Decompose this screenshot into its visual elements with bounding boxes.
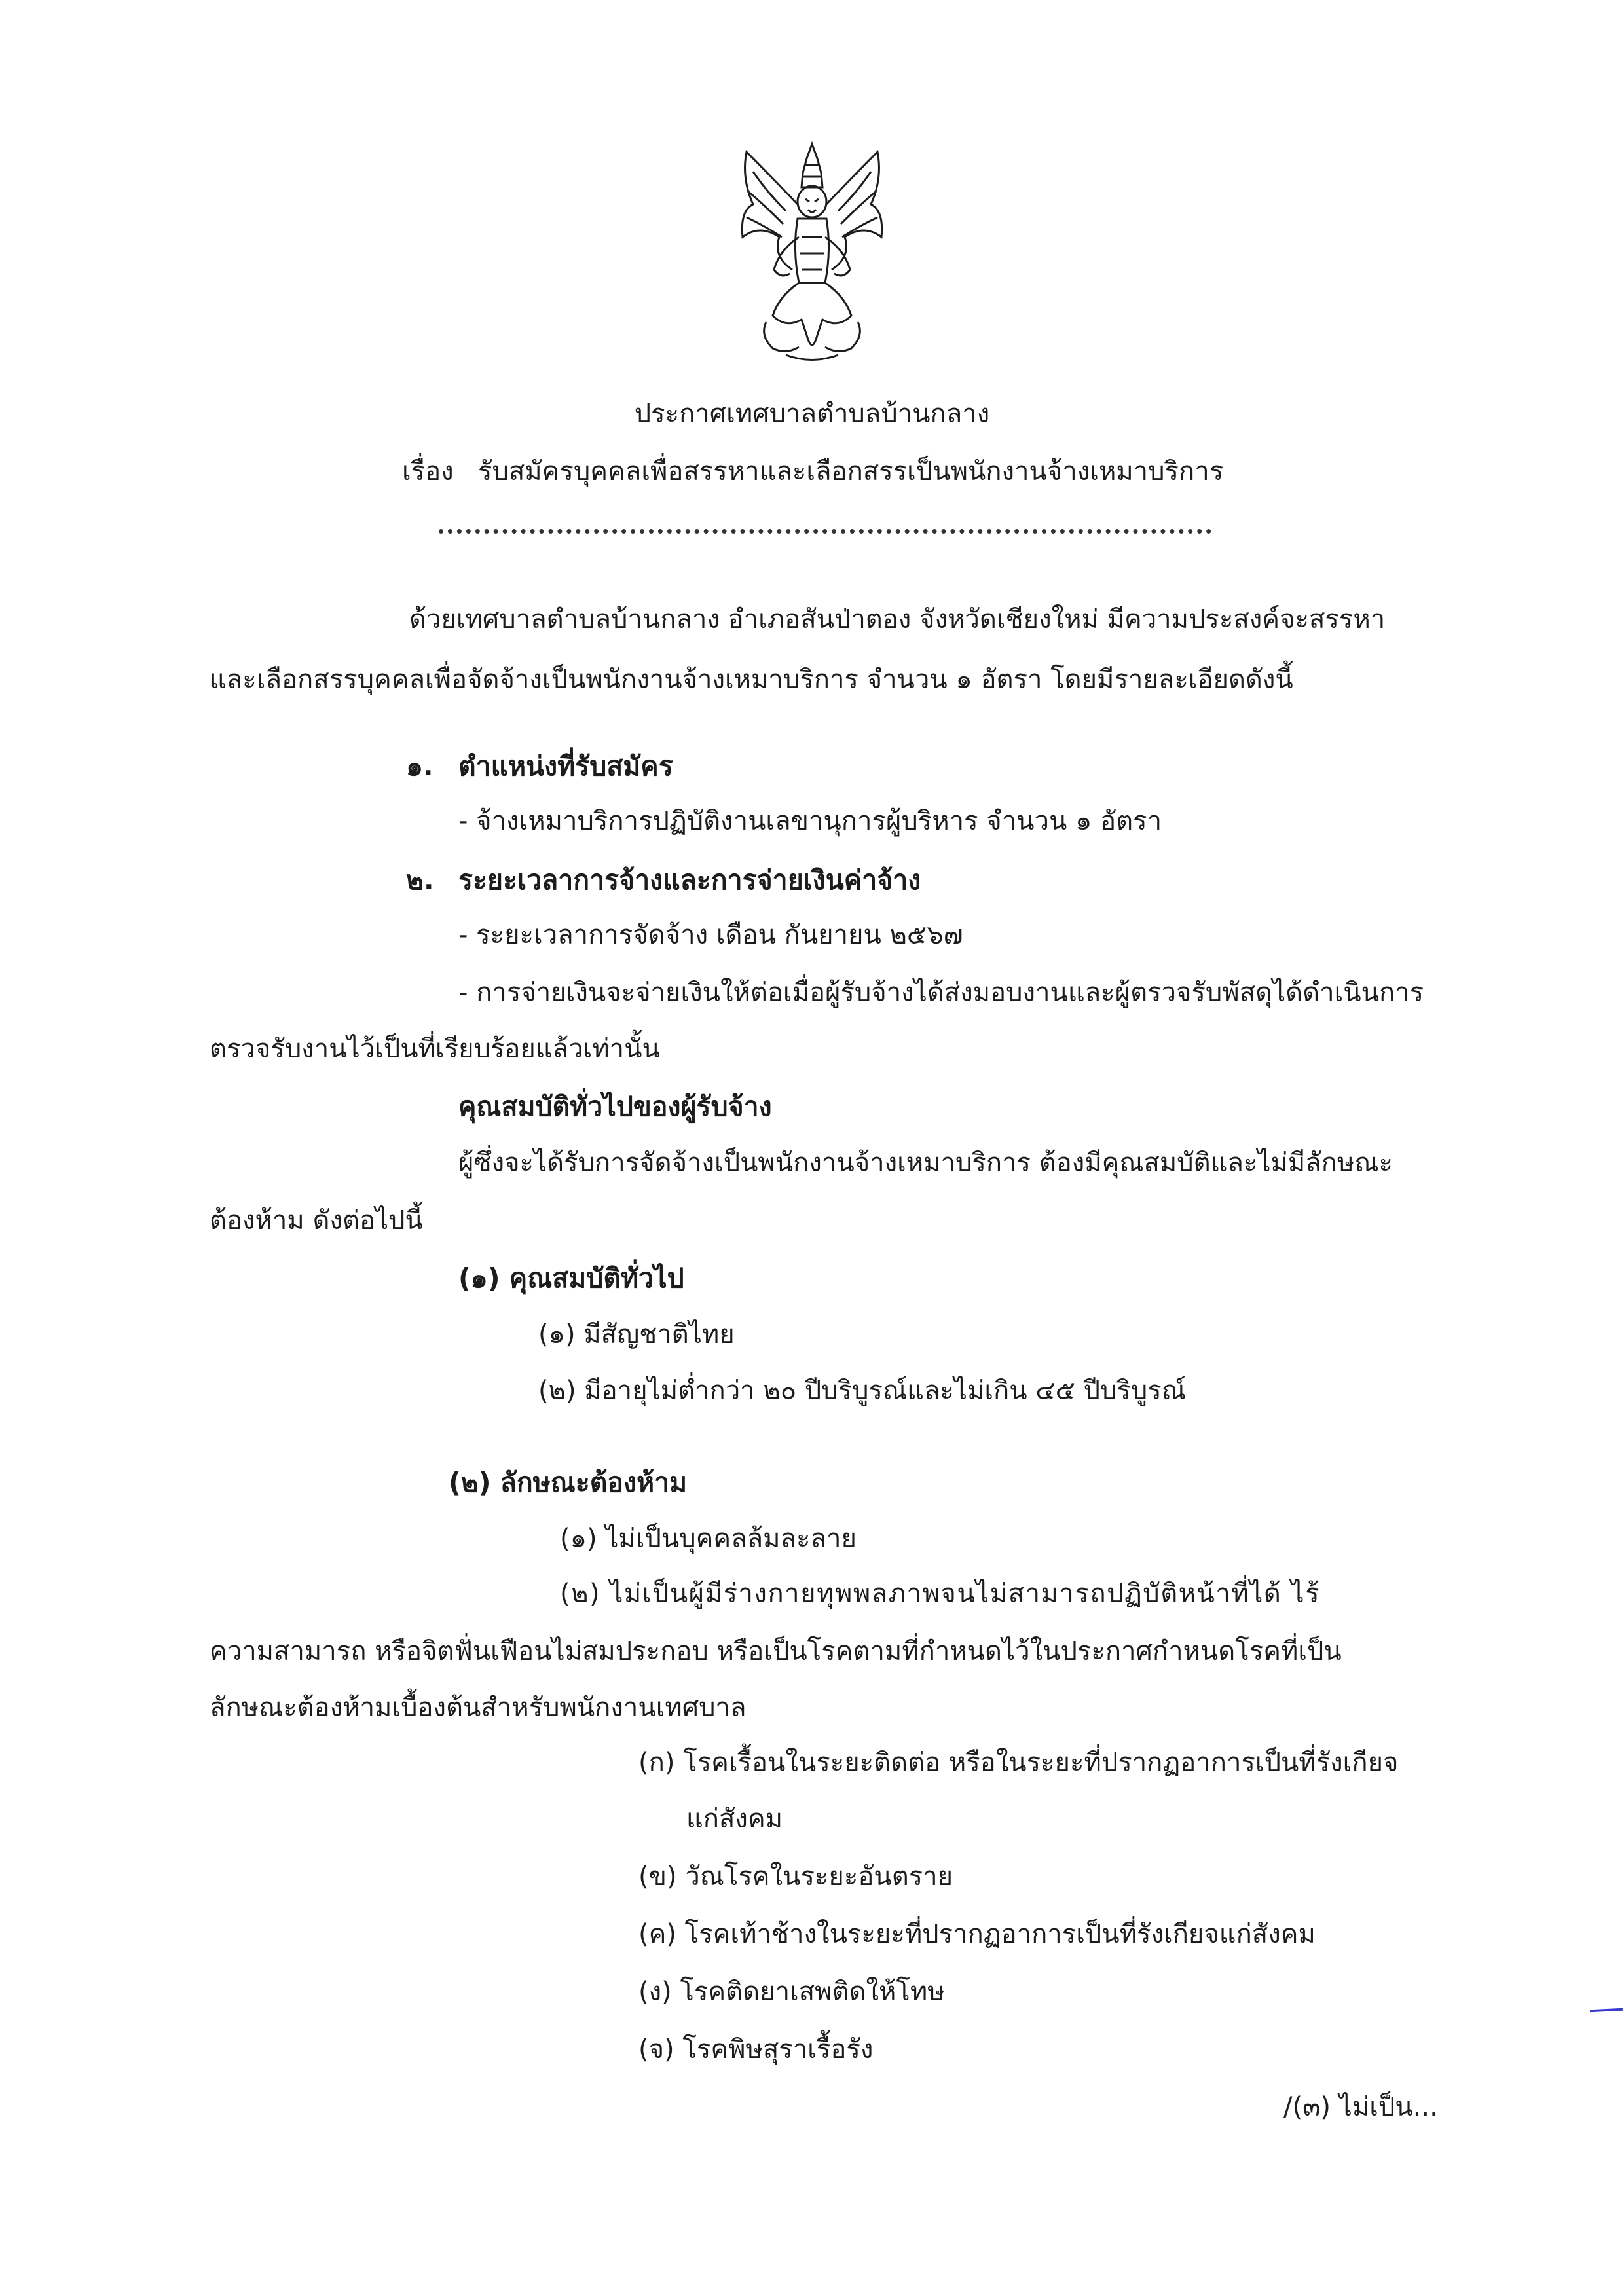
prohibited-heading: (๒) ลักษณะต้องห้าม (449, 1467, 688, 1498)
continuation-marker: /(๓) ไม่เป็น... (1283, 2092, 1438, 2122)
qualifications-heading: คุณสมบัติทั่วไปของผู้รับจ้าง (458, 1091, 772, 1122)
section1-number: ๑. (406, 750, 434, 782)
subject-label: เรื่อง (402, 456, 454, 487)
subject-text: รับสมัครบุคคลเพื่อสรรหาและเลือกสรรเป็นพนักงานจ้างเหมาบริการ (478, 456, 1224, 487)
garuda-emblem-icon (733, 139, 891, 368)
intro-paragraph-line2: และเลือกสรรบุคคลเพื่อจัดจ้างเป็นพนักงานจ้างเหมาบริการ จำนวน ๑ อัตรา โดยมีรายละเอียดดังนี้ (210, 665, 1293, 695)
disease-a-line1: (ก) โรคเรื้อนในระยะติดต่อ หรือในระยะที่ปรากฏอาการเป็นที่รังเกียจ (638, 1748, 1399, 1778)
section2-item2-line2: ตรวจรับงานไว้เป็นที่เรียบร้อยแล้วเท่านั้น (210, 1034, 660, 1064)
separator-dotted-line (439, 529, 1211, 534)
disease-d: (ง) โรคติดยาเสพติดให้โทษ (638, 1977, 945, 2007)
disease-c: (ค) โรคเท้าช้างในระยะที่ปรากฏอาการเป็นที่รังเกียจแก่สังคม (638, 1919, 1316, 1949)
prohibited-item2-line3: ลักษณะต้องห้ามเบื้องต้นสำหรับพนักงานเทศบาล (210, 1693, 747, 1723)
general-qualification-item: (๒) มีอายุไม่ต่ำกว่า ๒๐ ปีบริบูรณ์และไม่เกิน ๔๕ ปีบริบูรณ์ (538, 1376, 1186, 1406)
general-qualification-item: (๑) มีสัญชาติไทย (538, 1319, 735, 1349)
section2-item1: - ระยะเวลาการจัดจ้าง เดือน กันยายน ๒๕๖๗ (458, 920, 963, 950)
disease-b: (ข) วัณโรคในระยะอันตราย (638, 1862, 953, 1892)
section1-item: - จ้างเหมาบริการปฏิบัติงานเลขานุการผู้บริหาร จำนวน ๑ อัตรา (458, 806, 1162, 836)
prohibited-item1: (๑) ไม่เป็นบุคคลล้มละลาย (560, 1524, 857, 1554)
section2-number: ๒. (406, 864, 434, 896)
section2-heading: ระยะเวลาการจ้างและการจ่ายเงินค่าจ้าง (458, 864, 921, 896)
qualifications-text-line1: ผู้ซึ่งจะได้รับการจัดจ้างเป็นพนักงานจ้างเหมาบริการ ต้องมีคุณสมบัติและไม่มีลักษณะ (458, 1148, 1393, 1178)
qualifications-text-line2: ต้องห้าม ดังต่อไปนี้ (210, 1205, 423, 1236)
edge-pen-mark (1590, 2008, 1623, 2013)
announcement-title: ประกาศเทศบาลตำบลบ้านกลาง (634, 399, 990, 429)
general-qualifications-heading: (๑) คุณสมบัติทั่วไป (458, 1262, 684, 1294)
intro-paragraph-line1: ด้วยเทศบาลตำบลบ้านกลาง อำเภอสันป่าตอง จังหวัดเชียงใหม่ มีความประสงค์จะสรรหา (409, 604, 1386, 634)
section1-heading: ตำแหน่งที่รับสมัคร (458, 750, 673, 782)
prohibited-item2-line2: ความสามารถ หรือจิตฟั่นเฟือนไม่สมประกอบ หรือเป็นโรคตามที่กำหนดไว้ในประกาศกำหนดโรคที่เป็น (210, 1636, 1342, 1666)
disease-e: (จ) โรคพิษสุราเรื้อรัง (638, 2034, 874, 2065)
section2-item2-line1: - การจ่ายเงินจะจ่ายเงินให้ต่อเมื่อผู้รับจ้างได้ส่งมอบงานและผู้ตรวจรับพัสดุได้ดำเนินการ (458, 978, 1424, 1008)
disease-a-line2: แก่สังคม (686, 1804, 783, 1834)
prohibited-item2-line1: (๒) ไม่เป็นผู้มีร่างกายทุพพลภาพจนไม่สามารถปฏิบัติหน้าที่ได้ ไร้ (560, 1579, 1321, 1609)
